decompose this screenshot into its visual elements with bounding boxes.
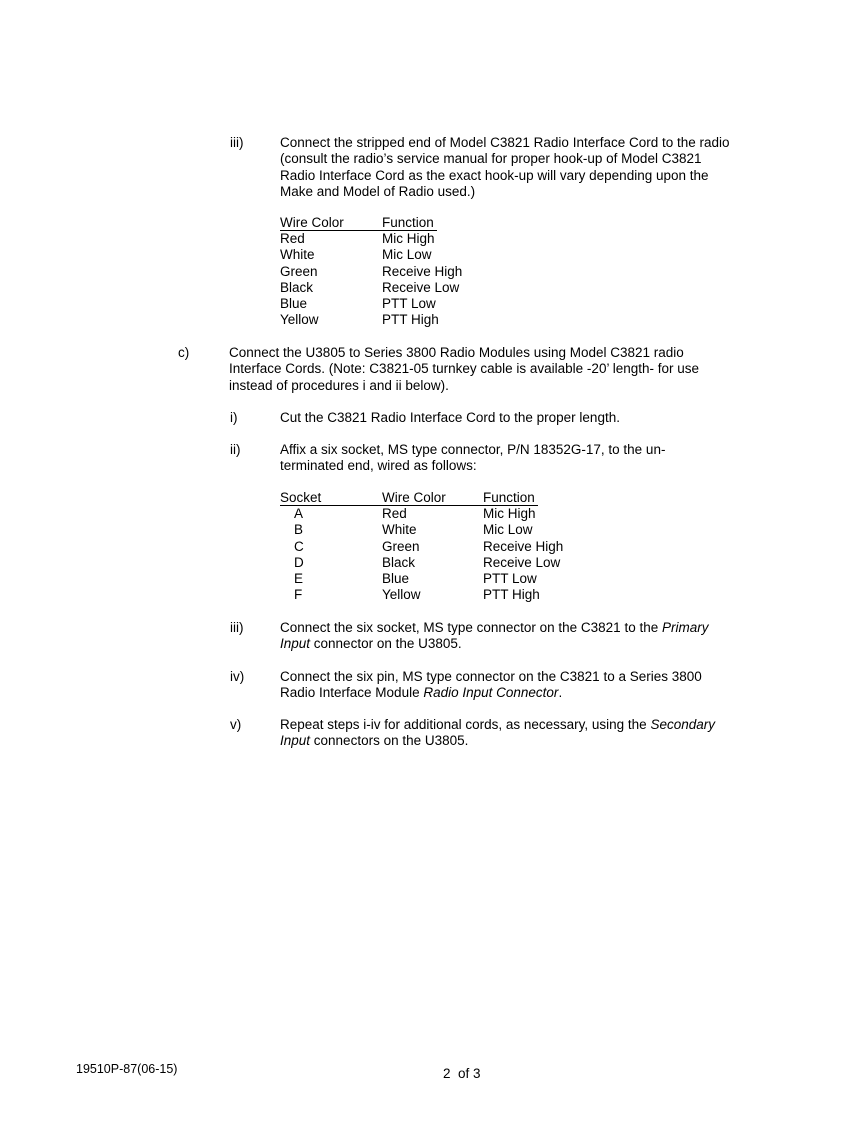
step-marker-iv: iv) xyxy=(230,669,245,684)
cell-wire-color: White xyxy=(382,522,417,538)
step-text-v-part2: connectors on the U3805. xyxy=(310,733,469,749)
table-row xyxy=(280,555,580,571)
step-text-ii: Affix a six socket, MS type connector, P/N 18352G-17, to the un-terminated end, wired as follows: xyxy=(280,442,666,474)
step-marker-c: c) xyxy=(178,345,190,360)
table-row xyxy=(280,231,480,247)
step-text-iii-part1: Connect the six socket, MS type connector on the C3821 to the xyxy=(280,620,662,635)
socket-wiring-table xyxy=(280,490,580,603)
cell-function: Receive Low xyxy=(382,279,460,295)
cell-socket: C xyxy=(294,538,304,554)
step-text-iii-part2: connector on the U3805. xyxy=(310,636,462,652)
cell-function: Receive High xyxy=(382,263,463,279)
cell-wire-color: Blue xyxy=(382,570,410,586)
cell-socket: B xyxy=(294,522,304,538)
cell-function: PTT Low xyxy=(382,295,436,311)
cell-wire-color: Black xyxy=(280,279,314,295)
footer-doc-number: 19510P-87(06-15) xyxy=(76,1062,178,1076)
cell-function: PTT Low xyxy=(483,570,537,586)
step-text-v-part1: Repeat steps i-iv for additional cords, as necessary, using the xyxy=(280,717,651,732)
step-text-iv-part1: Connect the six pin, MS type connector on the C3821 to a Series 3800 Radio Interface Module xyxy=(280,669,702,701)
step-text-v xyxy=(280,717,740,750)
step-text-v-emphasis: Secondary Input xyxy=(280,717,715,749)
header-wire-color: Wire Color xyxy=(382,490,446,505)
cell-wire-color: Blue xyxy=(280,295,308,311)
cell-function: Mic Low xyxy=(382,247,432,263)
cell-wire-color: Red xyxy=(280,231,305,247)
step-marker-ii: ii) xyxy=(230,442,241,457)
header-function: Function xyxy=(382,215,434,230)
table-row xyxy=(280,506,580,522)
cell-wire-color: White xyxy=(280,247,315,263)
step-text-iv-part2: . xyxy=(558,685,563,701)
step-marker-v: v) xyxy=(230,717,242,732)
table-row xyxy=(280,587,580,603)
table-row xyxy=(280,264,480,280)
cell-socket: A xyxy=(294,506,304,522)
cell-function: PTT High xyxy=(483,587,540,603)
cell-wire-color: Green xyxy=(382,538,420,554)
cell-wire-color: Yellow xyxy=(280,312,319,328)
step-text-i: Cut the C3821 Radio Interface Cord to the proper length. xyxy=(280,410,620,425)
table-row xyxy=(280,571,580,587)
cell-function: Mic High xyxy=(483,506,536,522)
header-function: Function xyxy=(483,490,535,505)
cell-socket: E xyxy=(294,570,304,586)
table-row xyxy=(280,312,480,328)
cell-wire-color: Yellow xyxy=(382,587,421,603)
cell-function: Receive Low xyxy=(483,554,561,570)
cell-wire-color: Black xyxy=(382,554,416,570)
cell-socket: F xyxy=(294,587,303,603)
cell-function: Mic Low xyxy=(483,522,533,538)
header-wire-color: Wire Color xyxy=(280,215,344,230)
footer-page-number: 2 of 3 xyxy=(443,1066,481,1081)
step-marker-iii-top: iii) xyxy=(230,135,244,150)
table-row xyxy=(280,539,580,555)
step-marker-iii: iii) xyxy=(230,620,244,635)
table-row xyxy=(280,296,480,312)
table-header-row xyxy=(280,490,580,506)
step-text-iii-emphasis: Primary Input xyxy=(280,620,709,652)
cell-function: PTT High xyxy=(382,312,439,328)
step-marker-i: i) xyxy=(230,410,238,425)
wire-color-table xyxy=(280,215,480,328)
table-row xyxy=(280,280,480,296)
cell-function: Receive High xyxy=(483,538,564,554)
cell-socket: D xyxy=(294,554,304,570)
step-text-iv xyxy=(280,669,730,702)
cell-wire-color: Green xyxy=(280,263,318,279)
step-text-iii-top: Connect the stripped end of Model C3821 Radio Interface Cord to the radio (consult the radio’s service manual for proper hook-up of Model C3821 Radio Interface Cord as the exact hook-up will vary depending upon the Make and Model of Radio used.) xyxy=(280,135,730,199)
step-text-c: Connect the U3805 to Series 3800 Radio Modules using Model C3821 radio Interface Cords. (Note: C3821-05 turnkey cable is available -20’ length- for use instead of procedures i and ii below). xyxy=(229,345,699,393)
cell-function: Mic High xyxy=(382,231,435,247)
table-row xyxy=(280,522,580,538)
step-text-iii xyxy=(280,620,735,653)
step-text-iv-emphasis: Radio Input Connector xyxy=(423,685,559,701)
cell-wire-color: Red xyxy=(382,506,407,522)
table-row xyxy=(280,247,480,263)
table-header-row xyxy=(280,215,480,231)
header-socket: Socket xyxy=(280,490,322,505)
